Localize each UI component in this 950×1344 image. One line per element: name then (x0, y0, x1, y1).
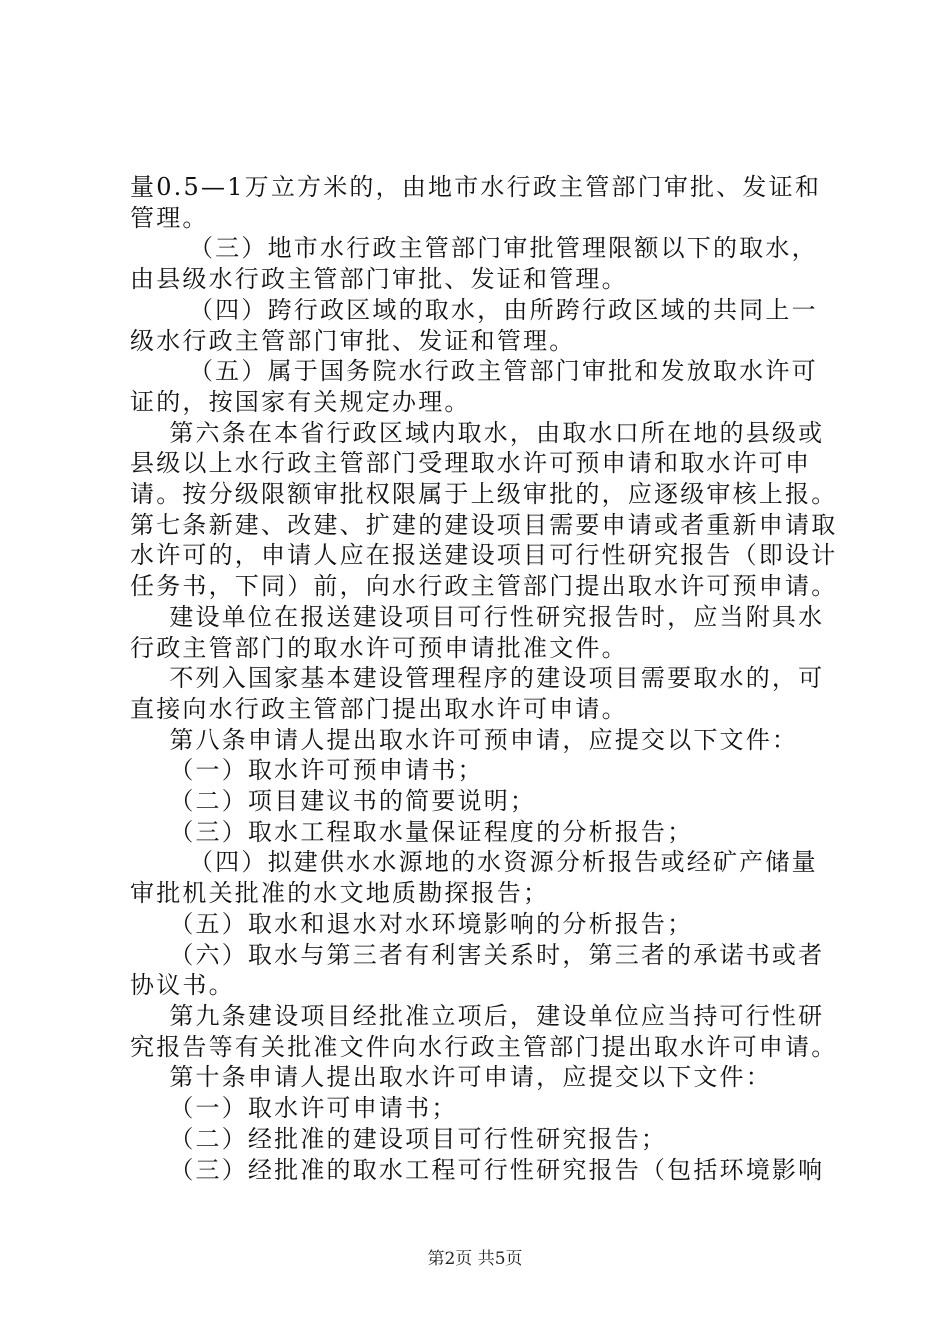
paragraph: （三）取水工程取水量保证程度的分析报告； (130, 817, 694, 846)
paragraph: （三）地市水行政主管部门审批管理限额以下的取水，由县级水行政主管部门审批、发证和管理。 (130, 234, 818, 294)
paragraph: （二）项目建议书的简要说明； (130, 787, 537, 816)
paragraph: （六）取水与第三者有利害关系时，第三者的承诺书或者协议书。 (130, 940, 825, 1000)
paragraph: （三）经批准的取水工程可行性研究报告（包括环境影响 (130, 1155, 825, 1184)
paragraph: （五）取水和退水对水环境影响的分析报告； (130, 909, 694, 938)
paragraph: （二）经批准的建设项目可行性研究报告； (130, 1124, 668, 1153)
paragraph: （四）跨行政区域的取水，由所跨行政区域的共同上一级水行政主管部门审批、发证和管理。 (130, 295, 818, 355)
paragraph: 第六条在本省行政区域内取水，由取水口所在地的县级或县级以上水行政主管部门受理取水许可预申请和取水许可申请。按分级限额审批权限属于上级审批的，应逐级审核上报。第七条新建、改建、扩建的建设项目需要申请或者重新申请取水许可的，申请人应在报送建设项目可行性研究报告（即设计任务书，下同）前，向水行政主管部门提出取水许可预申请。 (130, 418, 838, 601)
paragraph: 不列入国家基本建设管理程序的建设项目需要取水的，可直接向水行政主管部门提出取水许可申请。 (130, 664, 825, 723)
paragraph: 量0.5—1万立方米的，由地市水行政主管部门审批、发证和管理。 (130, 173, 822, 232)
page-number-footer: 第2页 共5页 (427, 1249, 523, 1269)
paragraph: （五）属于国务院水行政主管部门审批和发放取水许可证的，按国家有关规定办理。 (130, 357, 818, 416)
paragraph: 建设单位在报送建设项目可行性研究报告时，应当附具水行政主管部门的取水许可预申请批准文件。 (130, 602, 825, 662)
paragraph: （一）取水许可申请书； (130, 1094, 458, 1123)
paragraph: 第九条建设项目经批准立项后，建设单位应当持可行性研究报告等有关批准文件向水行政主管部门提出取水许可申请。 (130, 1001, 838, 1061)
paragraph: 第八条申请人提出取水许可预申请，应提交以下文件： (130, 725, 799, 754)
paragraph: （一）取水许可预申请书； (130, 756, 484, 785)
paragraph: 第十条申请人提出取水许可申请，应提交以下文件： (130, 1063, 772, 1092)
document-body (130, 172, 840, 1185)
paragraph: （四）拟建供水水源地的水资源分析报告或经矿产储量审批机关批准的水文地质勘探报告； (130, 848, 818, 908)
